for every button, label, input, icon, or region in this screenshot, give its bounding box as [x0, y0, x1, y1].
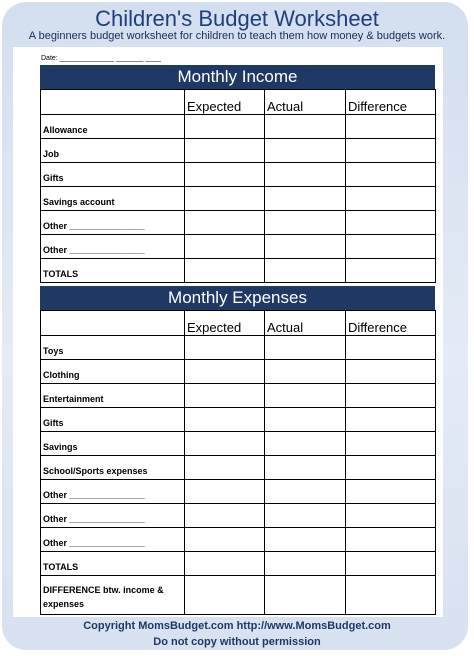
income-col-difference: Difference: [346, 90, 436, 115]
table-row: [41, 384, 436, 408]
row-label-other: Other _______________: [41, 528, 185, 552]
income-cell-actual[interactable]: [265, 235, 346, 259]
row-label-other: Other _______________: [41, 504, 185, 528]
table-row: [41, 408, 436, 432]
income-cell-difference[interactable]: [346, 163, 436, 187]
row-label-other: Other _______________: [41, 235, 185, 259]
expenses-cell-actual[interactable]: [265, 408, 346, 432]
expenses-cell-difference[interactable]: [346, 336, 436, 360]
income-cell-actual[interactable]: [265, 259, 346, 283]
income-cell-expected[interactable]: [185, 211, 265, 235]
date-field[interactable]: Date: ______________ _______ ____: [41, 55, 161, 62]
income-table: [40, 89, 436, 283]
expenses-cell-actual[interactable]: [265, 336, 346, 360]
expenses-cell-actual[interactable]: [265, 432, 346, 456]
row-label-clothing: Clothing: [41, 360, 185, 384]
income-cell-actual[interactable]: [265, 139, 346, 163]
table-row: [41, 456, 436, 480]
expenses-header-row: [41, 311, 436, 336]
expenses-cell-difference[interactable]: [346, 432, 436, 456]
expenses-cell-actual[interactable]: [265, 576, 346, 615]
expenses-cell-actual[interactable]: [265, 360, 346, 384]
income-cell-actual[interactable]: [265, 187, 346, 211]
expenses-cell-expected[interactable]: [185, 384, 265, 408]
income-cell-expected[interactable]: [185, 259, 265, 283]
income-cell-actual[interactable]: [265, 115, 346, 139]
footer-copyright: Copyright MomsBudget.com http://www.MomsBudget.com: [83, 620, 391, 632]
table-row: [41, 259, 436, 283]
income-header-row: [41, 90, 436, 115]
expenses-cell-expected[interactable]: [185, 576, 265, 615]
row-label-other: Other _______________: [41, 480, 185, 504]
expenses-cell-actual[interactable]: [265, 504, 346, 528]
expenses-cell-difference[interactable]: [346, 576, 436, 615]
table-row: [41, 139, 436, 163]
table-row: [41, 163, 436, 187]
income-cell-difference[interactable]: [346, 187, 436, 211]
row-label-savings-account: Savings account: [41, 187, 185, 211]
expenses-cell-difference[interactable]: [346, 552, 436, 576]
footer-notice: Do not copy without permission: [153, 636, 321, 648]
table-row: [41, 360, 436, 384]
income-cell-expected[interactable]: [185, 115, 265, 139]
income-col-expected: Expected: [185, 90, 265, 115]
income-heading: Monthly Income: [40, 65, 435, 89]
row-label-totals: TOTALS: [41, 259, 185, 283]
expenses-table: [40, 310, 436, 615]
expenses-cell-actual[interactable]: [265, 480, 346, 504]
expenses-cell-expected[interactable]: [185, 336, 265, 360]
row-label-gifts: Gifts: [41, 408, 185, 432]
row-label-savings: Savings: [41, 432, 185, 456]
row-label-toys: Toys: [41, 336, 185, 360]
expenses-cell-difference[interactable]: [346, 384, 436, 408]
expenses-cell-difference[interactable]: [346, 480, 436, 504]
row-label-totals: TOTALS: [41, 552, 185, 576]
table-row: [41, 336, 436, 360]
income-cell-difference[interactable]: [346, 235, 436, 259]
income-col-actual: Actual: [265, 90, 346, 115]
expenses-cell-expected[interactable]: [185, 504, 265, 528]
expenses-cell-expected[interactable]: [185, 360, 265, 384]
expenses-cell-difference[interactable]: [346, 456, 436, 480]
row-label-entertainment: Entertainment: [41, 384, 185, 408]
table-row: [41, 528, 436, 552]
page-subtitle: A beginners budget worksheet for children to teach them how money & budgets work.: [28, 30, 446, 42]
table-row: [41, 235, 436, 259]
expenses-cell-difference[interactable]: [346, 360, 436, 384]
income-cell-expected[interactable]: [185, 187, 265, 211]
expenses-cell-expected[interactable]: [185, 408, 265, 432]
expenses-cell-actual[interactable]: [265, 384, 346, 408]
table-row: [41, 432, 436, 456]
expenses-cell-actual[interactable]: [265, 552, 346, 576]
expenses-cell-difference[interactable]: [346, 504, 436, 528]
expenses-cell-difference[interactable]: [346, 528, 436, 552]
table-row: [41, 504, 436, 528]
row-label-difference: DIFFERENCE btw. income & expenses: [41, 576, 185, 615]
row-label-school-sports: School/Sports expenses: [41, 456, 185, 480]
expenses-heading: Monthly Expenses: [40, 286, 435, 310]
row-label-other: Other _______________: [41, 211, 185, 235]
expenses-col-actual: Actual: [265, 311, 346, 336]
income-cell-expected[interactable]: [185, 235, 265, 259]
row-label-allowance: Allowance: [41, 115, 185, 139]
expenses-cell-actual[interactable]: [265, 456, 346, 480]
income-col-label: [41, 90, 185, 115]
expenses-cell-difference[interactable]: [346, 408, 436, 432]
expenses-col-difference: Difference: [346, 311, 436, 336]
expenses-cell-expected[interactable]: [185, 456, 265, 480]
income-cell-difference[interactable]: [346, 139, 436, 163]
table-row: [41, 552, 436, 576]
table-row: [41, 480, 436, 504]
income-cell-actual[interactable]: [265, 211, 346, 235]
income-cell-difference[interactable]: [346, 115, 436, 139]
table-row: [41, 187, 436, 211]
row-label-gifts: Gifts: [41, 163, 185, 187]
table-row: [41, 115, 436, 139]
table-row: [41, 576, 436, 615]
income-cell-expected[interactable]: [185, 163, 265, 187]
row-label-job: Job: [41, 139, 185, 163]
table-row: [41, 211, 436, 235]
income-cell-difference[interactable]: [346, 211, 436, 235]
expenses-col-expected: Expected: [185, 311, 265, 336]
income-cell-difference[interactable]: [346, 259, 436, 283]
expenses-cell-expected[interactable]: [185, 528, 265, 552]
expenses-cell-expected[interactable]: [185, 432, 265, 456]
page-title: Children's Budget Worksheet: [95, 6, 379, 31]
income-cell-actual[interactable]: [265, 163, 346, 187]
expenses-cell-actual[interactable]: [265, 528, 346, 552]
expenses-col-label: [41, 311, 185, 336]
income-cell-expected[interactable]: [185, 139, 265, 163]
expenses-cell-expected[interactable]: [185, 480, 265, 504]
expenses-cell-expected[interactable]: [185, 552, 265, 576]
